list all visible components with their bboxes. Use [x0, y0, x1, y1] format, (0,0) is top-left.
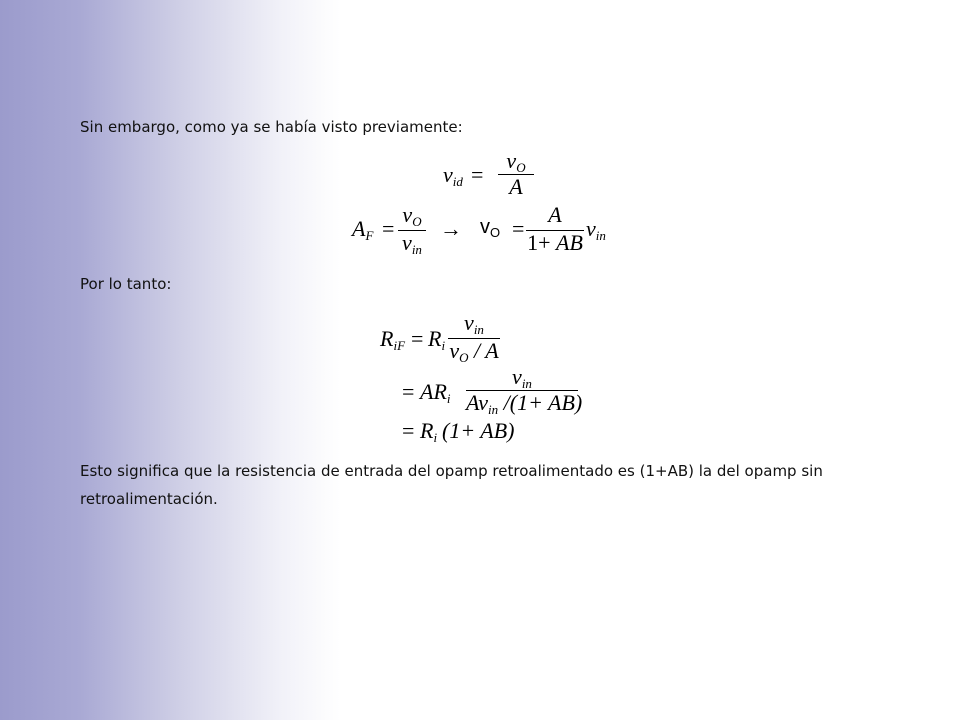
equation-af: $A_F$ = $v_O$ $v_{in}$ → $v_O$ = A 1+ AB $v_{in}$ — [352, 202, 606, 257]
equation-rif: $R_{iF}$ = $R_i$ $v_{in}$ $v_O$ / A = $AR_i$ $v_{in}$ $Av_{in}$ /(1+ AB) = $R_i$ (1+ AB) — [380, 310, 583, 445]
therefore-text: Por lo tanto: — [80, 275, 172, 293]
arrow-icon: → — [440, 216, 462, 241]
equation-vid: $v_{id}$ = $v_O$ A — [443, 150, 573, 200]
conclusion-text: Esto significa que la resistencia de entrada del opamp retroalimentado es (1+AB) la del opamp sin retroalimentación. — [80, 462, 823, 508]
intro-text: Sin embargo, como ya se había visto previamente: — [80, 118, 463, 136]
